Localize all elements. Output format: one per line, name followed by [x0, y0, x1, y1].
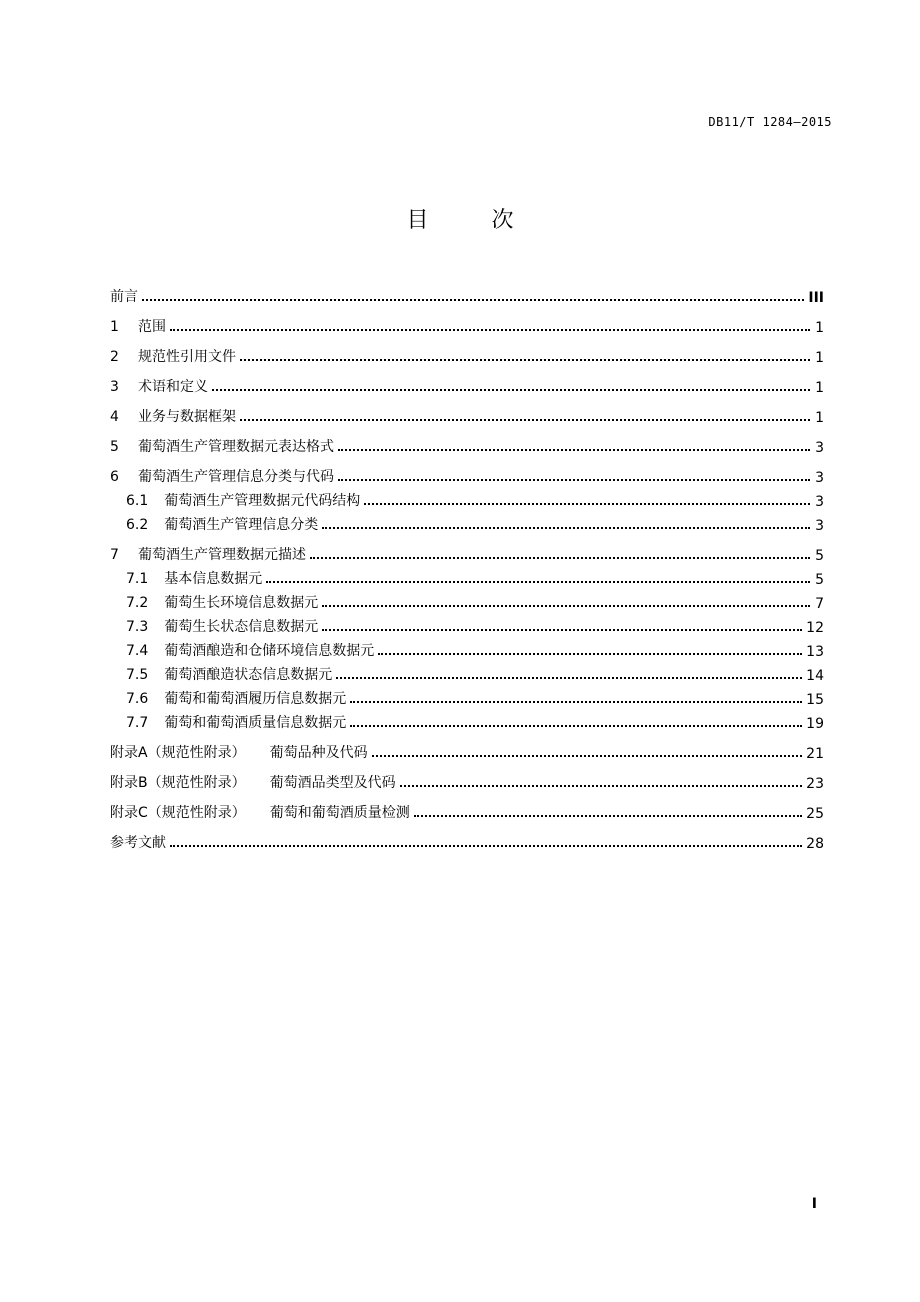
toc-entry-number: 4: [110, 409, 119, 425]
toc-entry-number: 7.2: [126, 595, 149, 611]
toc-entry-label: [110, 544, 308, 564]
toc-entry-label: [110, 592, 320, 612]
toc-entry-page: 3: [815, 494, 824, 510]
toc-entry[interactable]: [110, 396, 824, 426]
toc-entry-text: 葡萄生长环境信息数据元: [164, 595, 319, 611]
table-of-contents: [110, 276, 824, 852]
dot-leader: [372, 755, 803, 757]
toc-entry-text: 规范性引用文件: [138, 349, 236, 365]
toc-entry[interactable]: [110, 366, 824, 396]
toc-entry[interactable]: [110, 534, 824, 564]
toc-entry-page: 3: [815, 470, 824, 486]
toc-entry-page: 3: [815, 518, 824, 534]
dot-leader: [240, 419, 810, 421]
toc-entry-number: 7.4: [126, 643, 149, 659]
toc-entry-number: 5: [110, 439, 119, 455]
toc-entry-page: 21: [806, 746, 824, 762]
toc-entry-label: [110, 406, 238, 426]
toc-entry[interactable]: [110, 762, 824, 792]
toc-entry-label: [110, 286, 140, 306]
toc-entry-page: 7: [815, 596, 824, 612]
toc-entry-number: 7.3: [126, 619, 149, 635]
toc-entry-page: 12: [806, 620, 824, 636]
toc-entry[interactable]: [110, 612, 824, 636]
toc-entry-number: 7.5: [126, 667, 149, 683]
toc-entry-number: 7.1: [126, 571, 149, 587]
dot-leader: [322, 527, 810, 529]
toc-entry-number: 附录A（规范性附录）: [110, 745, 246, 761]
toc-entry-label: [110, 316, 168, 336]
dot-leader: [338, 449, 810, 451]
toc-entry-label: [110, 466, 336, 486]
toc-entry-page: 5: [815, 548, 824, 564]
document-code: DB11/T 1284—2015: [708, 115, 832, 129]
dot-leader: [378, 653, 802, 655]
toc-entry-text: 葡萄酒生产管理数据元描述: [138, 547, 306, 563]
toc-entry-label: [110, 376, 210, 396]
toc-entry-number: 附录C（规范性附录）: [110, 805, 246, 821]
dot-leader: [400, 785, 803, 787]
toc-entry-text: 业务与数据框架: [138, 409, 236, 425]
toc-entry[interactable]: [110, 456, 824, 486]
toc-entry-label: [110, 514, 320, 534]
toc-entry[interactable]: [110, 276, 824, 306]
toc-entry-text: 葡萄酒生产管理数据元表达格式: [138, 439, 334, 455]
toc-entry-text: 葡萄酒酿造状态信息数据元: [164, 667, 333, 683]
toc-entry[interactable]: [110, 336, 824, 366]
dot-leader: [170, 845, 802, 847]
toc-entry-number: 7.7: [126, 715, 149, 731]
toc-entry-page: 3: [815, 440, 824, 456]
toc-entry-label: [110, 640, 376, 660]
toc-entry[interactable]: [110, 510, 824, 534]
dot-leader: [364, 503, 810, 505]
toc-entry[interactable]: [110, 486, 824, 510]
toc-entry-label: [110, 802, 412, 822]
toc-entry[interactable]: [110, 732, 824, 762]
toc-entry-text: 范围: [138, 319, 166, 335]
toc-entry-number: 附录B（规范性附录）: [110, 775, 246, 791]
toc-entry[interactable]: [110, 636, 824, 660]
toc-entry-number: 1: [110, 319, 119, 335]
toc-entry[interactable]: [110, 792, 824, 822]
toc-entry-label: [110, 346, 238, 366]
toc-entry-page: 1: [815, 320, 824, 336]
toc-entry-label: [110, 664, 334, 684]
toc-entry-number: 7: [110, 547, 119, 563]
dot-leader: [266, 581, 810, 583]
toc-entry-number: 6.1: [126, 493, 149, 509]
toc-entry-text: 前言: [110, 289, 138, 305]
toc-entry-label: [110, 688, 348, 708]
toc-entry-page: 1: [815, 380, 824, 396]
toc-title: 目 次: [406, 208, 542, 233]
toc-entry-page: 14: [806, 668, 824, 684]
toc-entry[interactable]: [110, 660, 824, 684]
toc-entry-page: 28: [806, 836, 824, 852]
page-number: I: [811, 1196, 817, 1212]
toc-entry-label: [110, 490, 362, 510]
toc-entry-text: 基本信息数据元: [164, 571, 263, 587]
toc-entry-label: [110, 568, 264, 588]
toc-entry-label: [110, 832, 168, 852]
toc-entry-page: 1: [815, 410, 824, 426]
toc-entry-text: 葡萄酒生产管理信息分类: [164, 517, 319, 533]
toc-entry[interactable]: [110, 588, 824, 612]
dot-leader: [414, 815, 802, 817]
dot-leader: [350, 701, 802, 703]
dot-leader: [212, 389, 810, 391]
toc-entry-text: 葡萄品种及代码: [269, 745, 368, 761]
toc-entry-page: 23: [806, 776, 824, 792]
toc-entry[interactable]: [110, 684, 824, 708]
toc-entry-page: 1: [815, 350, 824, 366]
dot-leader: [322, 605, 810, 607]
toc-entry-text: 葡萄酒品类型及代码: [269, 775, 396, 791]
toc-entry-label: [110, 616, 320, 636]
toc-entry-page: III: [808, 290, 824, 306]
toc-entry[interactable]: [110, 564, 824, 588]
toc-entry-label: [110, 712, 348, 732]
toc-entry-text: 葡萄和葡萄酒履历信息数据元: [164, 691, 347, 707]
toc-entry-number: 3: [110, 379, 119, 395]
dot-leader: [310, 557, 810, 559]
dot-leader: [336, 677, 802, 679]
toc-entry-number: 7.6: [126, 691, 149, 707]
toc-entry-text: 葡萄酒生产管理数据元代码结构: [164, 493, 361, 509]
toc-entry-label: [110, 436, 336, 456]
toc-entry-text: 葡萄酒生产管理信息分类与代码: [138, 469, 334, 485]
toc-entry[interactable]: [110, 426, 824, 456]
dot-leader: [338, 479, 810, 481]
toc-entry-number: 6: [110, 469, 119, 485]
toc-entry-page: 5: [815, 572, 824, 588]
dot-leader: [170, 329, 810, 331]
toc-entry-text: 术语和定义: [138, 379, 208, 395]
toc-entry-page: 19: [806, 716, 824, 732]
dot-leader: [142, 299, 804, 301]
dot-leader: [322, 629, 802, 631]
toc-entry[interactable]: [110, 822, 824, 852]
toc-entry-page: 25: [806, 806, 824, 822]
toc-entry-page: 15: [806, 692, 824, 708]
toc-entry[interactable]: [110, 306, 824, 336]
toc-entry-text: 参考文献: [110, 835, 166, 851]
toc-entry-number: 6.2: [126, 517, 149, 533]
toc-entry-text: 葡萄酒酿造和仓储环境信息数据元: [164, 643, 375, 659]
toc-entry-number: 2: [110, 349, 119, 365]
toc-entry-label: [110, 742, 370, 762]
toc-entry-page: 13: [806, 644, 824, 660]
toc-entry-label: [110, 772, 398, 792]
toc-entry-text: 葡萄生长状态信息数据元: [164, 619, 319, 635]
toc-entry-text: 葡萄和葡萄酒质量检测: [269, 805, 410, 821]
toc-entry-text: 葡萄和葡萄酒质量信息数据元: [164, 715, 347, 731]
dot-leader: [350, 725, 802, 727]
toc-entry[interactable]: [110, 708, 824, 732]
dot-leader: [240, 359, 810, 361]
